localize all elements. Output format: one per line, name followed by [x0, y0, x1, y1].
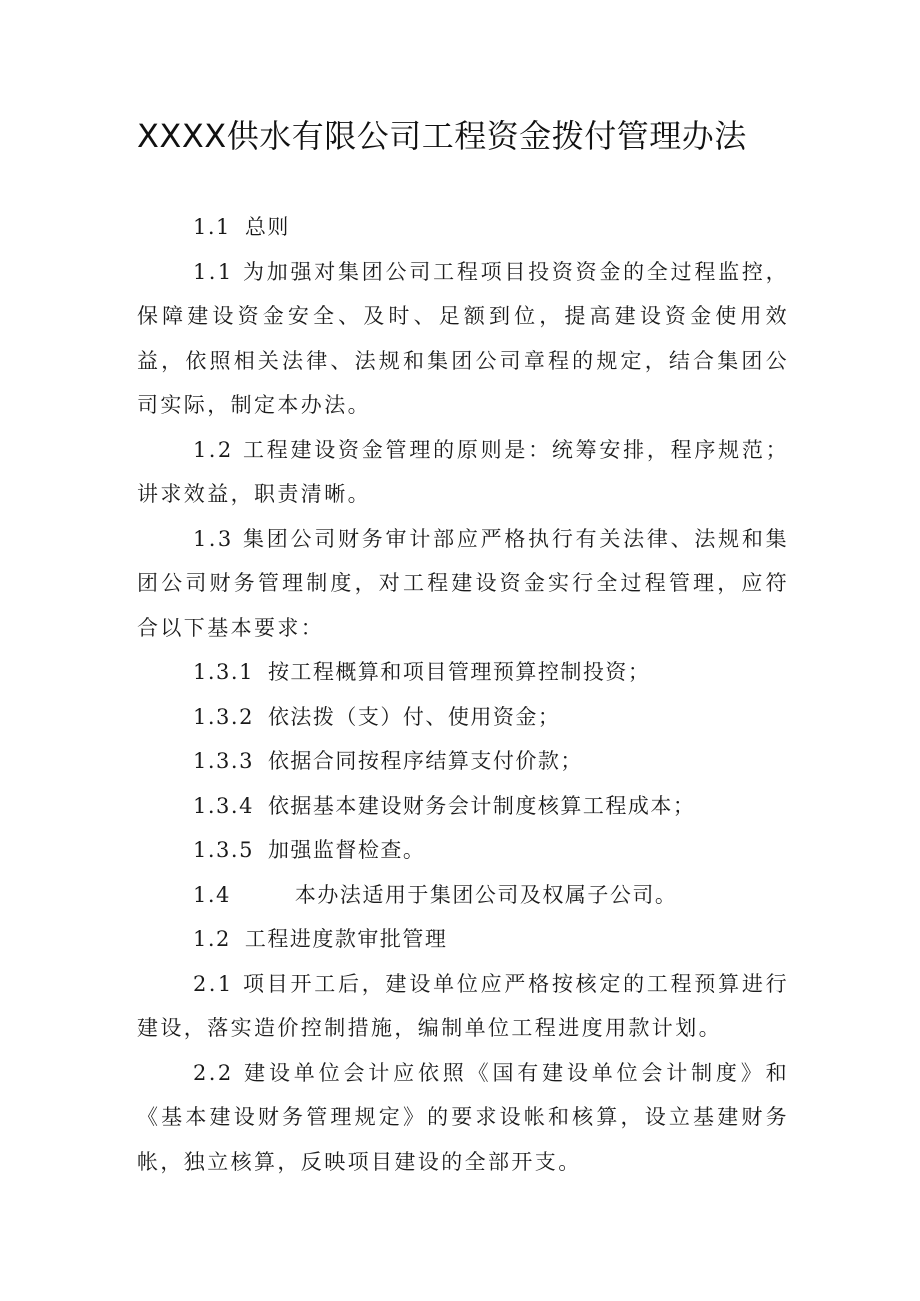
paragraph — [137, 517, 789, 651]
paragraph — [137, 250, 789, 428]
section-heading — [137, 917, 789, 962]
section-number: 1.1 — [193, 259, 234, 284]
section-text: 依法拨（支）付、使用资金； — [267, 704, 561, 729]
section-number: 1.3.3 — [193, 749, 254, 773]
section-text: 工程进度款审批管理 — [244, 927, 448, 951]
section-number: 1.3.2 — [193, 704, 254, 729]
paragraph — [137, 962, 789, 1051]
section-heading — [137, 205, 789, 250]
section-number: 2.1 — [193, 971, 234, 996]
list-item — [137, 828, 789, 873]
section-text: 集团公司财务审计部应严格执行有关法律、法规和集团公司财务管理制度，对工程建设资金实行全过程管理，应符合以下基本要求： — [137, 526, 790, 640]
section-number: 1.1 — [193, 215, 231, 239]
section-text: 依据合同按程序结算支付价款； — [267, 749, 583, 773]
section-text: 工程建设资金管理的原则是：统筹安排，程序规范；讲求效益，职责清晰。 — [137, 437, 790, 506]
paragraph — [137, 428, 789, 517]
section-text: 项目开工后，建设单位应严格按核定的工程预算进行建设，落实造价控制措施，编制单位工程进度用款计划。 — [137, 971, 790, 1040]
document-body — [137, 205, 789, 1184]
section-text: 本办法适用于集团公司及权属子公司。 — [294, 882, 678, 907]
section-text: 总则 — [244, 215, 290, 239]
list-item — [137, 739, 789, 784]
section-number: 1.3.5 — [193, 838, 254, 862]
section-text: 按工程概算和项目管理预算控制投资； — [267, 660, 651, 684]
list-item — [137, 695, 789, 740]
section-number: 2.2 — [193, 1060, 234, 1085]
section-text: 加强监督检查。 — [267, 838, 426, 862]
paragraph — [137, 873, 789, 918]
section-number: 1.2 — [193, 437, 234, 462]
list-item — [137, 784, 789, 829]
section-number: 1.3.1 — [193, 660, 254, 684]
list-item — [137, 650, 789, 695]
section-number: 1.2 — [193, 927, 231, 951]
section-text: 为加强对集团公司工程项目投资资金的全过程监控，保障建设资金安全、及时、足额到位，提高建设资金使用效益，依照相关法律、法规和集团公司章程的规定，结合集团公司实际，制定本办法。 — [137, 259, 790, 417]
section-text: 依据基本建设财务会计制度核算工程成本； — [267, 793, 696, 818]
document-title: XXXX供水有限公司工程资金拨付管理办法 — [137, 117, 747, 155]
section-number: 1.3 — [193, 526, 234, 551]
section-text: 建设单位会计应依照《国有建设单位会计制度》和《基本建设财务管理规定》的要求设帐和核算，设立基建财务帐，独立核算，反映项目建设的全部开支。 — [137, 1060, 789, 1174]
section-number: 1.3.4 — [193, 793, 254, 818]
paragraph — [137, 1051, 789, 1185]
section-number: 1.4 — [193, 882, 231, 907]
